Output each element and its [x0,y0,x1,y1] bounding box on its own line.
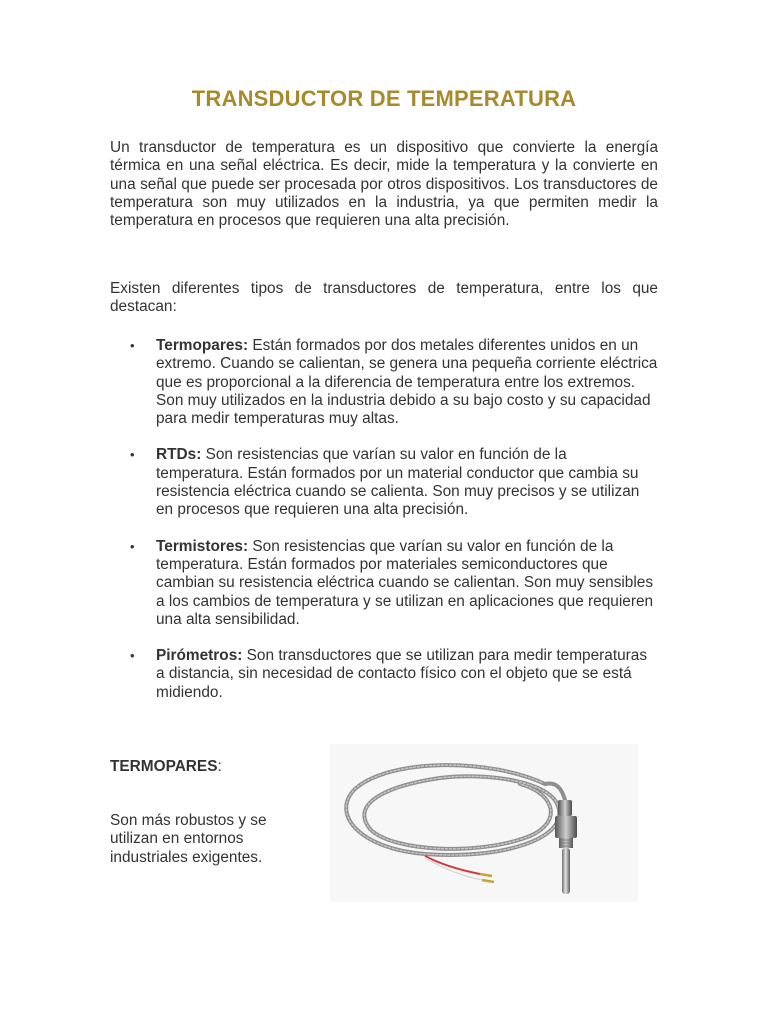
list-item-rtds [110,446,658,519]
bullet-icon: • [130,648,135,664]
item-name: Pirómetros: [156,647,243,665]
item-description: Son resistencias que varían su valor en función de la temperatura. Están formados por un material conductor que cambia su resistencia eléctrica cuando se calienta. Son muy precisos y se utilizan en procesos que requieren una alta precisión. [156,446,640,519]
item-name: Termopares: [156,337,249,354]
bullet-icon: • [130,447,135,463]
thermocouple-image [330,744,638,902]
item-name: Termistores: [156,537,249,555]
intro-paragraph: Un transductor de temperatura es un dispositivo que convierte la energía térmica en una señal eléctrica. Es decir, mide la temperatura y la convierte en una señal que puede ser procesada por otros dispositivos. Los transductores de temperatura son muy utilizados en la industria, ya que permiten medir la temperatura en procesos que requieren una alta precisión. [110,139,658,230]
list-item-termopares [110,337,658,428]
section-heading-text: TERMOPARES [110,758,218,775]
thermocouple-illustration [330,744,638,902]
types-intro-paragraph: Existen diferentes tipos de transductores de temperatura, entre los que destacan: [110,280,658,316]
list-item-pirometros [110,647,658,702]
item-description: Son transductores que se utilizan para medir temperaturas a distancia, sin necesidad de contacto físico con el objeto que se está midiendo. [156,647,648,701]
list-item-termistores [110,538,658,629]
bullet-icon: • [130,338,135,353]
item-description: Están formados por dos metales diferentes unidos en un extremo. Cuando se calientan, se genera una pequeña corriente eléctrica que es proporcional a la diferencia de temperatura entre los extremos. Son muy utilizados en la industria debido a su bajo costo y su capacidad para medir temperaturas muy altas. [156,337,658,428]
bullet-icon: • [130,538,135,554]
page-title: TRANSDUCTOR DE TEMPERATURA [191,86,577,111]
section-heading-colon: : [217,758,222,775]
section-heading [110,758,222,776]
item-name: RTDs: [156,446,202,464]
section-text: Son más robustos y se utilizan en entornos industriales exigentes. [110,812,267,866]
item-description: Son resistencias que varían su valor en función de la temperatura. Están formados por materiales semiconductores que cambian su resistencia eléctrica cuando se calientan. Son muy sensibles a los cambios de temperatura y se utilizan en aplicaciones que requieren una alta sensibilidad. [156,537,654,628]
types-list [110,337,658,702]
